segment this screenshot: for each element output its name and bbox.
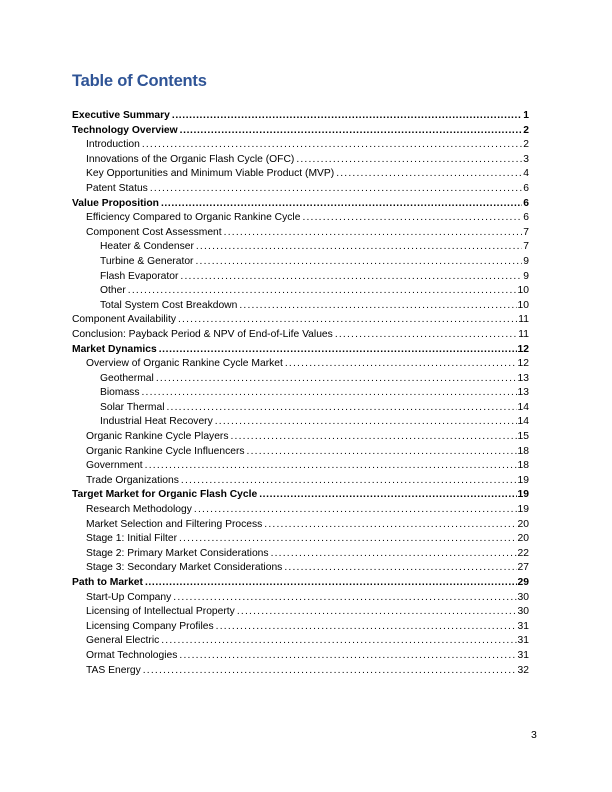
toc-entry-label: Patent Status [86, 182, 148, 194]
toc-entry-page: 11 [518, 314, 529, 326]
toc-entry-page: 29 [517, 577, 529, 588]
dot-leader [231, 430, 517, 445]
dot-leader [178, 313, 517, 328]
dot-leader [239, 299, 516, 314]
dot-leader [237, 605, 517, 620]
toc-entry-label: Executive Summary [72, 110, 170, 121]
toc-entry-page: 9 [523, 255, 529, 267]
toc-entry-label: Value Proposition [72, 197, 159, 209]
toc-entry-label: Stage 2: Primary Market Considerations [86, 547, 269, 559]
dot-leader [143, 664, 517, 679]
toc-entry[interactable] [72, 445, 529, 460]
dot-leader [296, 153, 522, 168]
toc-entry-label: Trade Organizations [86, 474, 179, 486]
toc-entry-page: 31 [517, 635, 529, 647]
toc-entry[interactable] [72, 124, 529, 139]
toc-entry[interactable] [72, 518, 529, 533]
toc-entry[interactable] [72, 561, 529, 576]
toc-entry[interactable] [72, 313, 529, 328]
toc-entry-page: 30 [517, 591, 529, 603]
toc-entry-page: 30 [517, 606, 529, 618]
toc-entry-page: 31 [517, 649, 529, 661]
dot-leader [142, 138, 522, 153]
toc-entry[interactable] [72, 357, 529, 372]
toc-entry-page: 20 [517, 533, 529, 545]
dot-leader [194, 503, 517, 518]
toc-entry-page: 32 [517, 664, 529, 676]
toc-entry-label: Efficiency Compared to Organic Rankine Cycle [86, 212, 301, 224]
dot-leader [141, 386, 516, 401]
dot-leader [285, 357, 517, 372]
toc-entry-label: Target Market for Organic Flash Cycle [72, 489, 258, 501]
toc-entry-page: 19 [517, 504, 529, 516]
toc-entry[interactable] [72, 649, 529, 664]
toc-entry[interactable] [72, 664, 529, 679]
toc-entry[interactable] [72, 226, 529, 241]
toc-entry[interactable] [72, 605, 529, 620]
toc-entry-label: Solar Thermal [100, 401, 165, 413]
dot-leader [247, 445, 517, 460]
toc-entry[interactable] [72, 386, 529, 401]
dot-leader [216, 620, 517, 635]
dot-leader [180, 270, 522, 285]
dot-leader [196, 240, 522, 255]
dot-leader [161, 197, 522, 212]
toc-entry-page: 4 [523, 168, 529, 180]
dot-leader [128, 284, 517, 299]
toc-entry[interactable] [72, 547, 529, 562]
toc-entry-page: 9 [523, 270, 529, 282]
toc-entry[interactable] [72, 255, 529, 270]
toc-entry-page: 12 [517, 343, 529, 355]
dot-leader [145, 576, 517, 591]
dot-leader [264, 518, 516, 533]
toc-entry-page: 27 [517, 562, 529, 574]
toc-entry-page: 31 [517, 620, 529, 632]
toc-entry-label: Technology Overview [72, 124, 178, 136]
dot-leader [271, 547, 517, 562]
toc-entry-page: 22 [517, 547, 529, 559]
toc-entry-label: Heater & Condenser [100, 241, 194, 253]
dot-leader [224, 226, 523, 241]
toc-entry[interactable] [72, 634, 529, 649]
toc-entry-page: 11 [518, 328, 529, 340]
toc-entry[interactable] [72, 430, 529, 445]
toc-entry-label: Organic Rankine Cycle Influencers [86, 445, 245, 457]
toc-entry-label: Stage 1: Initial Filter [86, 533, 177, 545]
toc-entry-label: Path to Market [72, 577, 143, 588]
dot-leader [172, 109, 522, 124]
dot-leader [215, 415, 517, 430]
toc-entry-page: 3 [523, 153, 529, 165]
toc-entry[interactable] [72, 182, 529, 197]
toc-entry-page: 6 [523, 197, 529, 209]
toc-entry-label: Ormat Technologies [86, 649, 178, 661]
toc-entry[interactable] [72, 270, 529, 285]
toc-entry-label: Overview of Organic Rankine Cycle Market [86, 358, 283, 370]
toc-entry[interactable] [72, 474, 529, 489]
toc-entry[interactable] [72, 211, 529, 226]
toc-entry[interactable] [72, 343, 529, 358]
dot-leader [302, 211, 522, 226]
toc-entry-label: Research Methodology [86, 504, 192, 516]
toc-entry[interactable] [72, 459, 529, 474]
toc-entry[interactable] [72, 620, 529, 635]
toc-entry-page: 2 [523, 124, 529, 136]
toc-entry[interactable] [72, 372, 529, 387]
toc-entry[interactable] [72, 240, 529, 255]
toc-entry-label: General Electric [86, 635, 160, 647]
toc-entry-page: 7 [523, 241, 529, 253]
toc-entry-page: 19 [517, 489, 529, 501]
toc-entry-page: 7 [523, 226, 529, 238]
dot-leader [173, 591, 516, 606]
toc-entry-page: 15 [517, 431, 529, 443]
toc-entry[interactable] [72, 153, 529, 168]
toc-entry-label: Stage 3: Secondary Market Considerations [86, 562, 283, 574]
toc-entry[interactable] [72, 576, 529, 591]
dot-leader [181, 474, 517, 489]
toc-entry-page: 13 [517, 387, 529, 399]
toc-entry[interactable] [72, 488, 529, 503]
toc-entry[interactable] [72, 401, 529, 416]
dot-leader [195, 255, 522, 270]
page-title: Table of Contents [72, 72, 207, 90]
toc-entry-label: Government [86, 460, 143, 472]
toc-entry-label: Component Availability [72, 314, 176, 326]
dot-leader [180, 124, 523, 139]
toc-entry-label: Component Cost Assessment [86, 226, 222, 238]
dot-leader [284, 561, 516, 576]
toc-entry-label: Licensing Company Profiles [86, 620, 214, 632]
toc-entry-label: Key Opportunities and Minimum Viable Product (MVP) [86, 168, 335, 180]
dot-leader [159, 343, 517, 358]
toc-entry-label: Other [100, 285, 126, 297]
dot-leader [336, 167, 522, 182]
dot-leader [145, 459, 517, 474]
dot-leader [335, 328, 517, 343]
toc-entry[interactable] [72, 138, 529, 153]
toc-entry-label: Innovations of the Organic Flash Cycle (OFC) [86, 153, 295, 165]
toc-entry-label: Industrial Heat Recovery [100, 416, 213, 428]
toc-entry-page: 20 [517, 518, 529, 530]
toc-entry-page: 18 [517, 460, 529, 472]
toc-entry-page: 1 [523, 110, 529, 121]
toc-entry-label: Market Selection and Filtering Process [86, 518, 263, 530]
dot-leader [161, 634, 516, 649]
toc-entry-label: Biomass [100, 387, 140, 399]
toc-entry[interactable] [72, 197, 529, 212]
toc-entry[interactable] [72, 299, 529, 314]
toc-entry-label: Licensing of Intellectual Property [86, 606, 235, 618]
toc-entry-label: Start-Up Company [86, 591, 172, 603]
toc-entry-label: Conclusion: Payback Period & NPV of End-of-Life Values [72, 328, 333, 340]
toc-entry-page: 10 [517, 285, 529, 297]
toc-entry-label: Total System Cost Breakdown [100, 299, 238, 311]
toc-entry[interactable] [72, 109, 529, 124]
page-number: 3 [531, 729, 537, 741]
toc-entry-page: 14 [517, 401, 529, 413]
toc-entry[interactable] [72, 591, 529, 606]
toc-entry[interactable] [72, 167, 529, 182]
toc-entry-page: 6 [523, 182, 529, 194]
dot-leader [179, 649, 516, 664]
dot-leader [150, 182, 522, 197]
dot-leader [259, 488, 516, 503]
toc-entry-page: 2 [523, 139, 529, 151]
toc-entry-page: 12 [517, 358, 529, 370]
toc-entry[interactable] [72, 532, 529, 547]
table-of-contents [72, 109, 529, 678]
toc-entry-page: 14 [517, 416, 529, 428]
toc-entry-page: 19 [517, 474, 529, 486]
toc-entry[interactable] [72, 503, 529, 518]
toc-entry-page: 13 [517, 372, 529, 384]
toc-entry-label: Market Dynamics [72, 343, 157, 355]
dot-leader [166, 401, 516, 416]
toc-entry[interactable] [72, 284, 529, 299]
toc-entry-page: 6 [523, 212, 529, 224]
dot-leader [156, 372, 517, 387]
toc-entry-label: Flash Evaporator [100, 270, 179, 282]
toc-entry-label: TAS Energy [86, 664, 141, 676]
toc-entry[interactable] [72, 328, 529, 343]
dot-leader [179, 532, 517, 547]
toc-entry-page: 10 [517, 299, 529, 311]
toc-entry[interactable] [72, 415, 529, 430]
toc-entry-label: Turbine & Generator [100, 255, 194, 267]
toc-entry-label: Geothermal [100, 372, 154, 384]
toc-entry-label: Introduction [86, 139, 140, 151]
toc-entry-label: Organic Rankine Cycle Players [86, 431, 229, 443]
toc-entry-page: 18 [517, 445, 529, 457]
